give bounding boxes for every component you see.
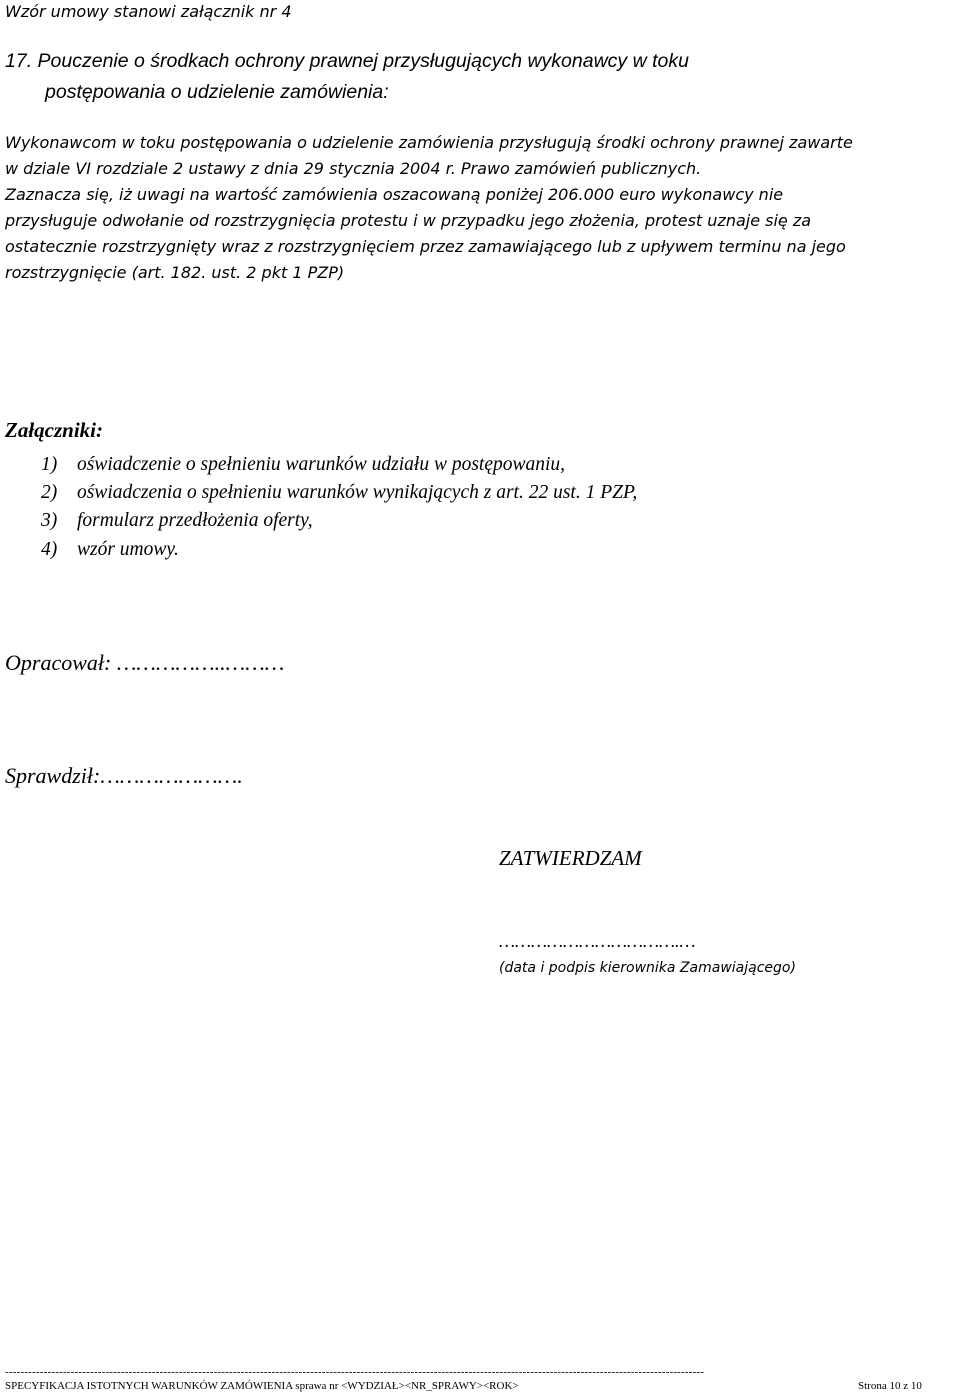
- footer-rule: -------------------------------------------------------------------------------------------------------------------------------------------------------------------------------------: [5, 1366, 705, 1378]
- attachment-number: 2): [41, 482, 58, 503]
- footer-spec-title: SPECYFIKACJA ISTOTNYCH WARUNKÓW ZAMÓWIENIA sprawa nr <WYDZIAŁ><NR_SPRAWY><ROK>: [5, 1380, 519, 1392]
- attachment-text: formularz przedłożenia oferty,: [77, 510, 313, 531]
- attachment-text: oświadczenie o spełnieniu warunków udziału w postępowaniu,: [77, 454, 566, 475]
- approve-signature-line: …………………………….…: [499, 931, 696, 951]
- attachment-number: 1): [41, 454, 58, 475]
- checked-by-line: Sprawdził:………………….: [5, 763, 243, 788]
- section-heading-line-2: postępowania o udzielenie zamówienia:: [45, 81, 389, 103]
- attachment-number: 4): [41, 539, 58, 560]
- attachment-number: 3): [41, 510, 58, 531]
- paragraph-line: rozstrzygnięcie (art. 182. ust. 2 pkt 1 PZP): [5, 263, 345, 282]
- attachment-item: [41, 454, 565, 476]
- paragraph-line: w dziale VI rozdziale 2 ustawy z dnia 29 stycznia 2004 r. Prawo zamówień publicznych.: [5, 159, 702, 178]
- attachment-text: wzór umowy.: [77, 539, 179, 560]
- header-note: Wzór umowy stanowi załącznik nr 4: [5, 2, 292, 21]
- approve-label: ZATWIERDZAM: [499, 846, 642, 870]
- paragraph-line: ostatecznie rozstrzygnięty wraz z rozstrzygnięciem przez zamawiającego lub z upływem terminu na jego: [5, 237, 846, 256]
- paragraph-line: Wykonawcom w toku postępowania o udzielenie zamówienia przysługują środki ochrony prawnej zawarte: [5, 133, 853, 152]
- section-heading-line-1: 17. Pouczenie o środkach ochrony prawnej przysługujących wykonawcy w toku: [5, 50, 689, 72]
- attachment-item: [41, 510, 313, 532]
- attachment-text: oświadczenia o spełnieniu warunków wynikających z art. 22 ust. 1 PZP,: [77, 482, 638, 503]
- footer-page-number: Strona 10 z 10: [858, 1380, 922, 1392]
- attachment-item: [41, 482, 637, 504]
- paragraph-line: Zaznacza się, iż uwagi na wartość zamówienia oszacowaną poniżej 206.000 euro wykonawcy nie: [5, 185, 784, 204]
- attachments-title: Załączniki:: [5, 418, 103, 442]
- paragraph-line: przysługuje odwołanie od rozstrzygnięcia protestu i w przypadku jego złożenia, protest uznaje się za: [5, 211, 812, 230]
- attachment-item: [41, 539, 179, 561]
- prepared-by-line: Opracował: ……………..………: [5, 650, 285, 675]
- approve-caption: (data i podpis kierownika Zamawiającego): [499, 960, 796, 976]
